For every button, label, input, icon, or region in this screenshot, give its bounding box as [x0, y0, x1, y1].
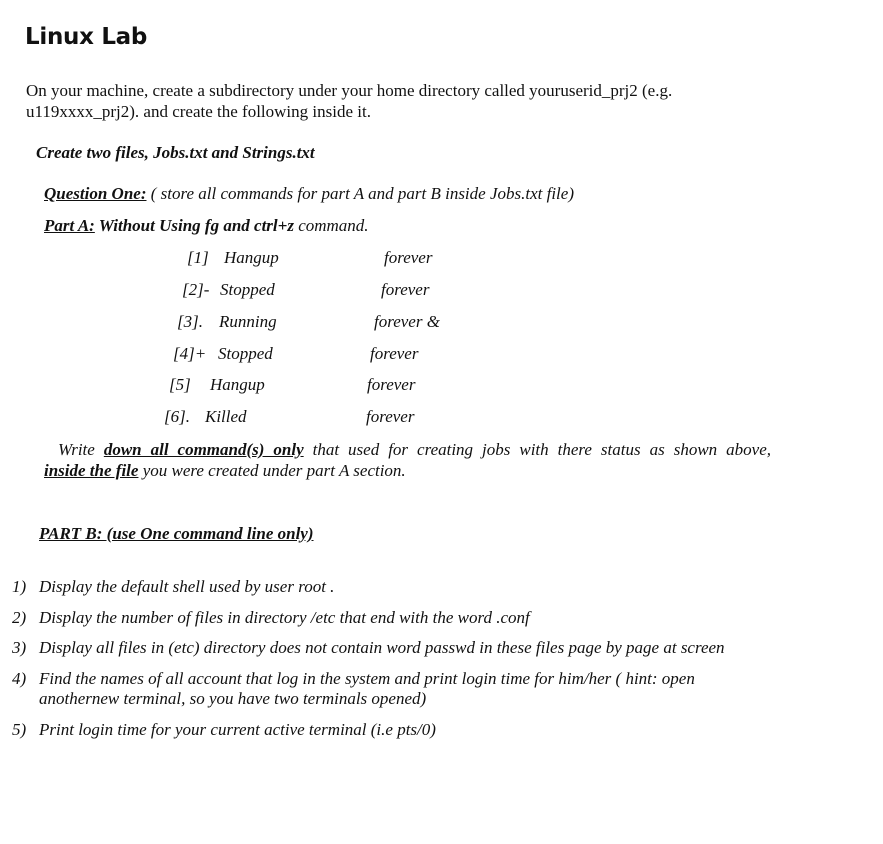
item-number: 2) [12, 608, 27, 627]
item-number: 4) [12, 669, 27, 688]
item-text: Display the number of files in directory /etc that end with the word .conf [39, 608, 530, 627]
item-number: 5) [12, 720, 27, 739]
write-instruction-line1 [58, 440, 771, 460]
part-a-condition: Without Using fg and ctrl+z [94, 216, 294, 235]
write-instruction-mid: that used for creating jobs with there status as shown above, [303, 440, 771, 459]
write-instruction-file: inside the file [44, 461, 139, 480]
job-id: [2]- [182, 280, 210, 299]
write-instruction-emph: down all command(s) only [103, 440, 304, 459]
part-a-label: Part A: [44, 216, 95, 235]
item-text: Find the names of all account that log in the system and print login time for him/her ( hint: open anothernew terminal, so you have two terminals opened) [39, 669, 695, 708]
item-number: 1) [12, 577, 27, 596]
job-id: [1] [187, 248, 209, 267]
job-id: [3]. [177, 312, 203, 331]
job-status: Stopped [218, 344, 273, 363]
write-instruction-post: you were created under part A section. [138, 461, 406, 480]
job-command: forever [366, 407, 415, 426]
job-status: Hangup [210, 375, 265, 394]
job-command: forever [381, 280, 430, 299]
question-one-line [44, 184, 574, 204]
write-instruction-line2 [44, 461, 406, 481]
job-status: Running [219, 312, 277, 331]
job-status: Stopped [220, 280, 275, 299]
item-text: Print login time for your current active terminal (i.e pts/0) [39, 720, 436, 739]
part-a-line [44, 216, 369, 236]
job-status: Hangup [224, 248, 279, 267]
job-command: forever [370, 344, 419, 363]
page-title: Linux Lab [25, 24, 148, 50]
job-id: [4]+ [173, 344, 207, 363]
job-status: Killed [205, 407, 247, 426]
item-number: 3) [12, 638, 27, 657]
job-id: [5] [169, 375, 191, 394]
intro-paragraph: On your machine, create a subdirectory under your home directory called youruserid_prj2 (e.g. u119xxxx_prj2). and create the following inside it. [26, 81, 673, 121]
question-one-label: Question One: [44, 184, 147, 203]
item-text: Display the default shell used by user root . [39, 577, 335, 596]
job-id: [6]. [164, 407, 190, 426]
item-text: Display all files in (etc) directory does not contain word passwd in these files page by page at screen [39, 638, 725, 657]
job-command: forever [384, 248, 433, 267]
write-instruction-pre: Write [58, 440, 104, 459]
job-command: forever [367, 375, 416, 394]
part-a-rest: command. [293, 216, 369, 235]
job-command: forever & [374, 312, 440, 331]
create-files-instruction: Create two files, Jobs.txt and Strings.txt [36, 143, 315, 162]
part-b-heading: PART B: (use One command line only) [39, 524, 314, 543]
question-one-note: ( store all commands for part A and part B inside Jobs.txt file) [146, 184, 574, 203]
